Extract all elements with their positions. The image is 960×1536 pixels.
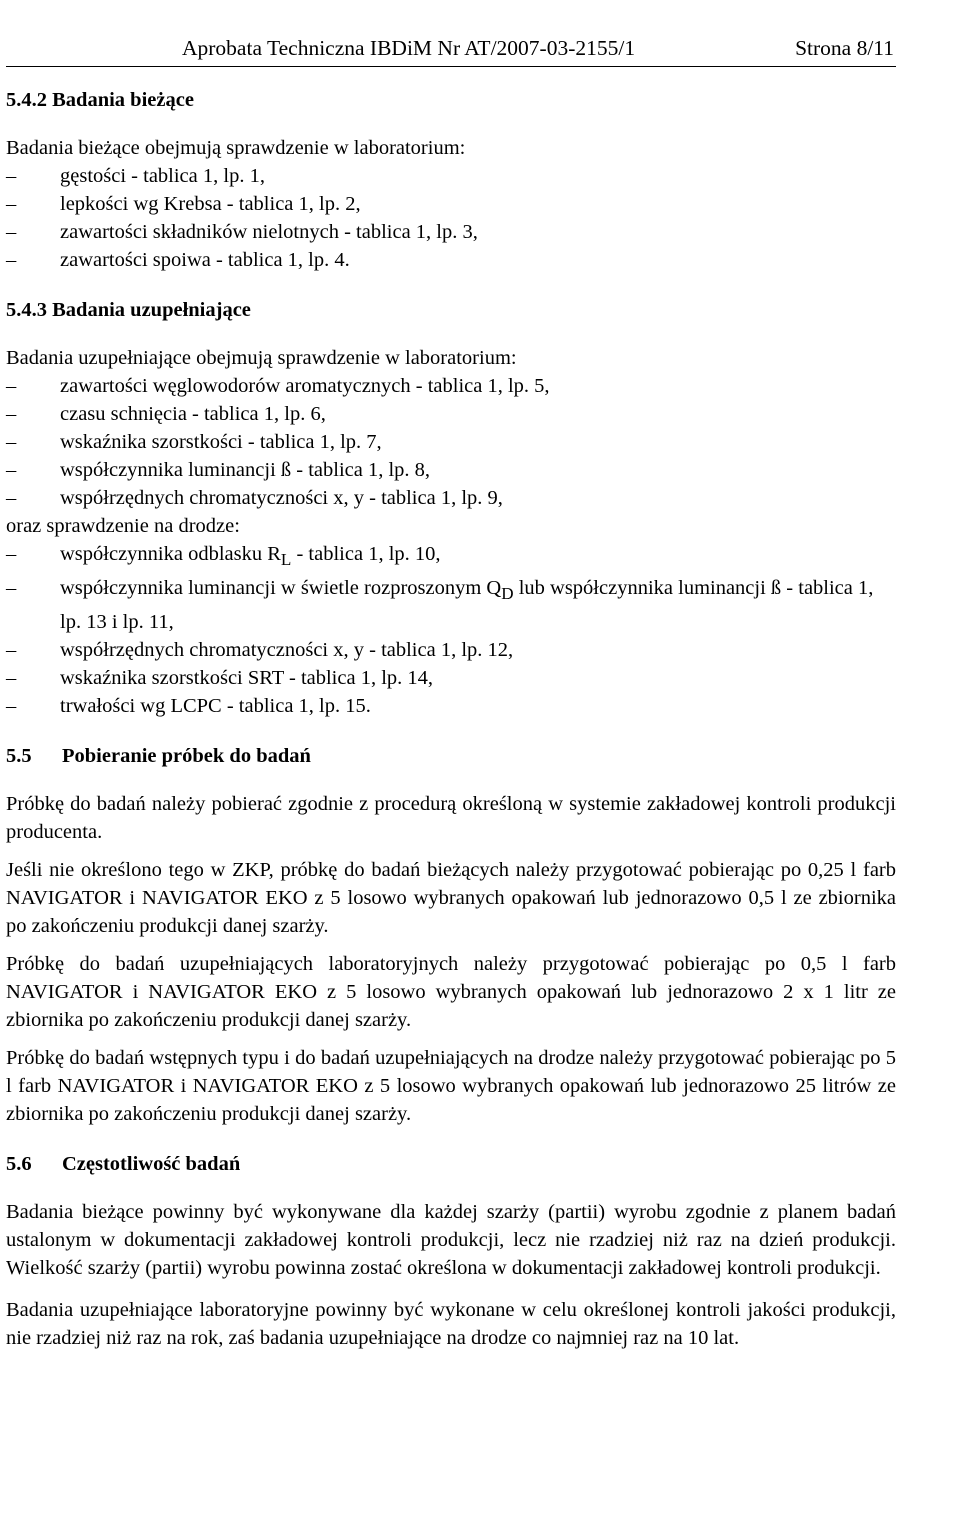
list-item: – gęstości - tablica 1, lp. 1, bbox=[6, 162, 896, 190]
list-item: – zawartości węglowodorów aromatycznych - tablica 1, lp. 5, bbox=[6, 372, 896, 400]
list-item: – wskaźnika szorstkości SRT - tablica 1, lp. 14, bbox=[6, 664, 896, 692]
document-body bbox=[6, 86, 896, 1352]
section-5-4-3-intro: Badania uzupełniające obejmują sprawdzenie w laboratorium: bbox=[6, 347, 517, 369]
section-5-5-paragraph: Jeśli nie określono tego w ZKP, próbkę do badań bieżących należy przygotować pobierając po 0,25 l farb NAVIGATOR i NAVIGATOR EKO z 5 losowo wybranych opakowań lub jednorazowo 0,5 l ze zbiornika po zakończeniu produkcji danej szarży. bbox=[6, 859, 896, 938]
rl-subscript: L bbox=[280, 550, 292, 570]
section-5-5-paragraph: Próbkę do badań wstępnych typu i do badań uzupełniających na drodze należy przygotować pobierając po 5 l farb NAVIGATOR i NAVIGATOR EKO z 5 losowo wybranych opakowań lub jednorazowo 25 litrów ze zbiornika po zakończeniu produkcji danej szarży. bbox=[6, 1047, 896, 1126]
section-5-5-paragraph: Próbkę do badań należy pobierać zgodnie z procedurą określoną w systemie zakładowej kontroli produkcji producenta. bbox=[6, 793, 896, 844]
section-5-4-2-heading: 5.4.2 Badania bieżące bbox=[6, 89, 194, 111]
list-item-qd bbox=[6, 574, 896, 636]
list-item: – wskaźnika szorstkości - tablica 1, lp. 7, bbox=[6, 428, 896, 456]
section-5-6-paragraph: Badania bieżące powinny być wykonywane dla każdej szarży (partii) wyrobu zgodnie z planem badań ustalonym w dokumentacji zakładowej kontroli produkcji, lecz nie rzadziej niż raz na dzień produkcji. Wielkość szarży (partii) wyrobu powinna zostać określona w dokumentacji zakładowej kontroli produkcji. bbox=[6, 1201, 896, 1280]
list-item: – współrzędnych chromatyczności x, y - tablica 1, lp. 9, bbox=[6, 484, 896, 512]
list-item: – współczynnika luminancji ß - tablica 1, lp. 8, bbox=[6, 456, 896, 484]
section-5-5-heading bbox=[6, 742, 896, 770]
qd-prefix: współczynnika luminancji w świetle rozproszonym Q bbox=[60, 577, 502, 600]
section-5-4-2-intro: Badania bieżące obejmują sprawdzenie w laboratorium: bbox=[6, 137, 466, 159]
list-item: – zawartości spoiwa - tablica 1, lp. 4. bbox=[6, 246, 896, 274]
list-item: – trwałości wg LCPC - tablica 1, lp. 15. bbox=[6, 692, 896, 720]
section-5-4-3-lab-list bbox=[6, 372, 896, 512]
section-5-6-paragraph: Badania uzupełniające laboratoryjne powinny być wykonane w celu określonej kontroli jakości produkcji, nie rzadziej niż raz na rok, zaś badania uzupełniające na drodze co najmniej raz na 10 lat. bbox=[6, 1299, 896, 1350]
qd-subscript: D bbox=[501, 584, 514, 604]
qd-suffix: lub współczynnika luminancji ß - tablica 1, lp. 13 i lp. 11, bbox=[60, 577, 874, 634]
list-item: – lepkości wg Krebsa - tablica 1, lp. 2, bbox=[6, 190, 896, 218]
section-5-4-3-road-list bbox=[6, 540, 896, 720]
section-5-4-3-heading: 5.4.3 Badania uzupełniające bbox=[6, 299, 251, 321]
page-number: Strona 8/11 bbox=[795, 36, 894, 60]
list-item: – zawartości składników nielotnych - tablica 1, lp. 3, bbox=[6, 218, 896, 246]
section-5-6-heading bbox=[6, 1150, 896, 1178]
section-5-5-paragraph: Próbkę do badań uzupełniających laboratoryjnych należy przygotować pobierając po 0,5 l farb NAVIGATOR i NAVIGATOR EKO z 5 losowo wybranych opakowań lub jednorazowo 2 x 1 litr ze zbiornika po zakończeniu produkcji danej szarży. bbox=[6, 953, 896, 1032]
section-number: 5.6 bbox=[6, 1153, 32, 1176]
list-item-rl bbox=[6, 540, 896, 574]
list-item: – współrzędnych chromatyczności x, y - tablica 1, lp. 12, bbox=[6, 636, 896, 664]
section-title: Pobieranie próbek do badań bbox=[62, 745, 311, 768]
section-5-4-3-road-intro: oraz sprawdzenie na drodze: bbox=[6, 515, 240, 537]
list-item: – czasu schnięcia - tablica 1, lp. 6, bbox=[6, 400, 896, 428]
section-5-4-2-list bbox=[6, 162, 896, 274]
section-title: Częstotliwość badań bbox=[62, 1153, 241, 1176]
document-title: Aprobata Techniczna IBDiM Nr AT/2007-03-2155/1 bbox=[182, 36, 636, 60]
section-number: 5.5 bbox=[6, 745, 32, 768]
page-header bbox=[6, 32, 896, 67]
rl-suffix: - tablica 1, lp. 10, bbox=[291, 543, 441, 565]
rl-prefix: współczynnika odblasku R bbox=[60, 543, 281, 565]
